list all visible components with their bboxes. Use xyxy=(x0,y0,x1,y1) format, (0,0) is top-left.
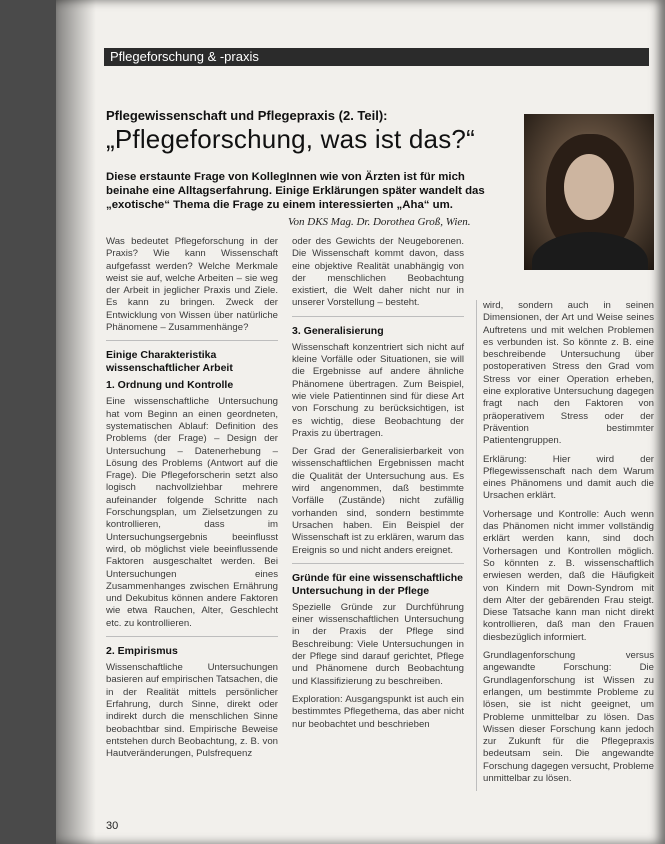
article-byline: Von DKS Mag. Dr. Dorothea Groß, Wien. xyxy=(288,216,471,228)
column-divider xyxy=(106,636,278,637)
body-paragraph: oder des Gewichts der Neugeborenen. Die Wissenschaft kommt davon, dass eine objektive Realität unabhängig von der menschlichen Beobachtung existiert, die Welt daher nicht nur in unserer Vorstellung – besteht. xyxy=(292,236,464,309)
article-headline: „Pflegeforschung, was ist das?“ xyxy=(106,124,475,154)
magazine-page xyxy=(56,0,665,844)
section-header: Pflegeforschung & -praxis xyxy=(104,48,649,66)
column-divider xyxy=(292,316,464,317)
text-column-3 xyxy=(476,300,654,791)
author-portrait-photo xyxy=(524,114,654,270)
column-divider xyxy=(106,340,278,341)
section-heading: Einige Charakteristika wissenschaftlicher Arbeit xyxy=(106,349,233,375)
body-paragraph: wird, sondern auch in seinen Dimensionen, der Art und Weise seines Auftretens und mit welchen Problemen es verbunden ist. So könnte z. B. eine beschreibende Untersuchung über postoperativen Stress den Grad vom Stress vor einer Operation erheben, eine explorative Untersuchung dagegen fragt nach den Faktoren von präoperativem Stress oder der Prävention bestimmter Patientengruppen. xyxy=(483,300,654,447)
intro-paragraph: Was bedeutet Pflegeforschung in der Praxis? Wie kann Wissenschaft aufgefasst werden? Welche Merkmale weist sie auf, welche Arbeiten – sie weg der Arbeit in jeglicher Praxis und Ziele. Es kann zu bringen. Zweck der Entwicklung von Wissen über natürliche Phänomene – Zusammenhänge? xyxy=(106,236,278,334)
subsection-heading: 1. Ordnung und Kontrolle xyxy=(106,379,234,392)
portrait-shoulders xyxy=(532,232,648,270)
article-kicker: Pflegewissenschaft und Pflegepraxis (2. Teil): xyxy=(106,108,388,123)
subsection-heading: 2. Empirismus xyxy=(106,645,178,658)
spine-shadow xyxy=(56,0,96,844)
body-paragraph: Grundlagenforschung versus angewandte Forschung: Die Grundlagenforschung ist Wissen zu erlangen, um bestimmte Probleme zu lösen, sie ist nicht geeignet, um Probleme unmittelbar zu lösen. Das Wissen dieser Forschung kann jedoch zur Zukunft für die Pflegepraxis bedeutsam sein. Die angewandte Forschung dagegen versucht, Probleme unmittelbar zu lösen. xyxy=(483,650,654,784)
subsection-heading: 3. Generalisierung xyxy=(292,324,384,337)
body-paragraph: Erklärung: Hier wird der Pflegewissenschaft nach dem Warum eines Phänomens und damit auch die Ursachen erklärt. xyxy=(483,453,654,502)
column-divider xyxy=(292,563,464,564)
body-paragraph: Vorhersage und Kontrolle: Auch wenn das Phänomen nicht immer vollständig erklärt werden kann, sind doch Vorhersagen und Kontrollen möglich. So könnten z. B. wissenschaftlich erwiesen werden, daß die Häufigkeit von Kindern mit Down-Syndrom mit dem Alter der gebärenden Frau steigt. Diese Tatsache kann man nicht direkt kontrollieren, daß man den Frauen diesbezüglich informiert. xyxy=(483,508,654,643)
body-paragraph: Eine wissenschaftliche Untersuchung hat vom Beginn an einen geordneten, systematischen Ablauf: Definition des Problems (der Frage) – Design der Untersuchung – Datenerhebung – Lösung des Problems (Antwort auf die Frage). Die Pflegeforscherin setzt also logisch nachvollziehbar mehrere aufeinander folgende Schritte nach Forschungsplan, um Zielsetzungen zu kontrollieren, dass im Untersuchungsergebnis beeinflusst wird, ob möglichst viele beeinflussende Faktoren ausgeschaltet werden. Bei Untersuchungen eines Zusammenhanges zwischen Ernährung und Dekubitus können andere Faktoren wie etwa Rauchen, Alter, Geschlecht etc. zu kontrollieren. xyxy=(106,396,278,629)
text-column-1 xyxy=(106,236,278,766)
body-paragraph: Spezielle Gründe zur Durchführung einer wissenschaftlichen Untersuchung in der Praxis der Pflege sind Beschreibung: Viele Untersuchungen in der Pflege sind darauf gerichtet, Pflege und Phänomene durch Beobachtung und Klassifizierung zu beschreiben. xyxy=(292,601,464,687)
body-paragraph: Der Grad der Generalisierbarkeit von wissenschaftlichen Ergebnissen macht die Qualität der Untersuchung aus. Es wird angenommen, daß bestimmte Vorfälle (Zustände) nicht zufällig vorhanden sind, sondern bestimmte Ursachen haben. Ein Beispiel der Wissenschaft ist zu erklären, warum das Ereignis so und nicht anders ereignet. xyxy=(292,446,464,556)
page-number: 30 xyxy=(106,820,119,832)
body-paragraph: Wissenschaftliche Untersuchungen basieren auf empirischen Tatsachen, die in der Realität mittels persönlicher Erfahrung, durch Sinne, direkt oder indirekt durch die menschlichen Sinne beobachtbar sind. Empirische Beweise entstehen durch Beobachtung, z. B. von Hautveränderungen, Pulsfrequenz xyxy=(106,662,278,760)
text-column-2 xyxy=(292,236,464,737)
body-paragraph: Wissenschaft konzentriert sich nicht auf kleine Vorfälle oder Situationen, sie will die Ergebnisse auf andere ähnliche Phänomene übertragen. Zum Beispiel, wie viele Patientinnen sind für diese Art von Forschung zu berücksichtigen, ist es wichtig, diese Beobachtung der Praxis zu übertragen. xyxy=(292,341,464,439)
section-heading: Gründe für eine wissenschaftliche Untersuchung in der Pflege xyxy=(292,571,463,597)
portrait-face xyxy=(564,154,614,220)
article-lead: Diese erstaunte Frage von KollegInnen wie von Ärzten ist für mich beinahe eine Alltagserfahrung. Einige Erklärungen später wandelt das „exotische“ Thema die Frage zu einem interessierten „Aha“ um. xyxy=(106,171,485,211)
body-paragraph: Exploration: Ausgangspunkt ist auch ein bestimmtes Pflegethema, das aber nicht nur beobachtet und beschrieben xyxy=(292,693,464,730)
